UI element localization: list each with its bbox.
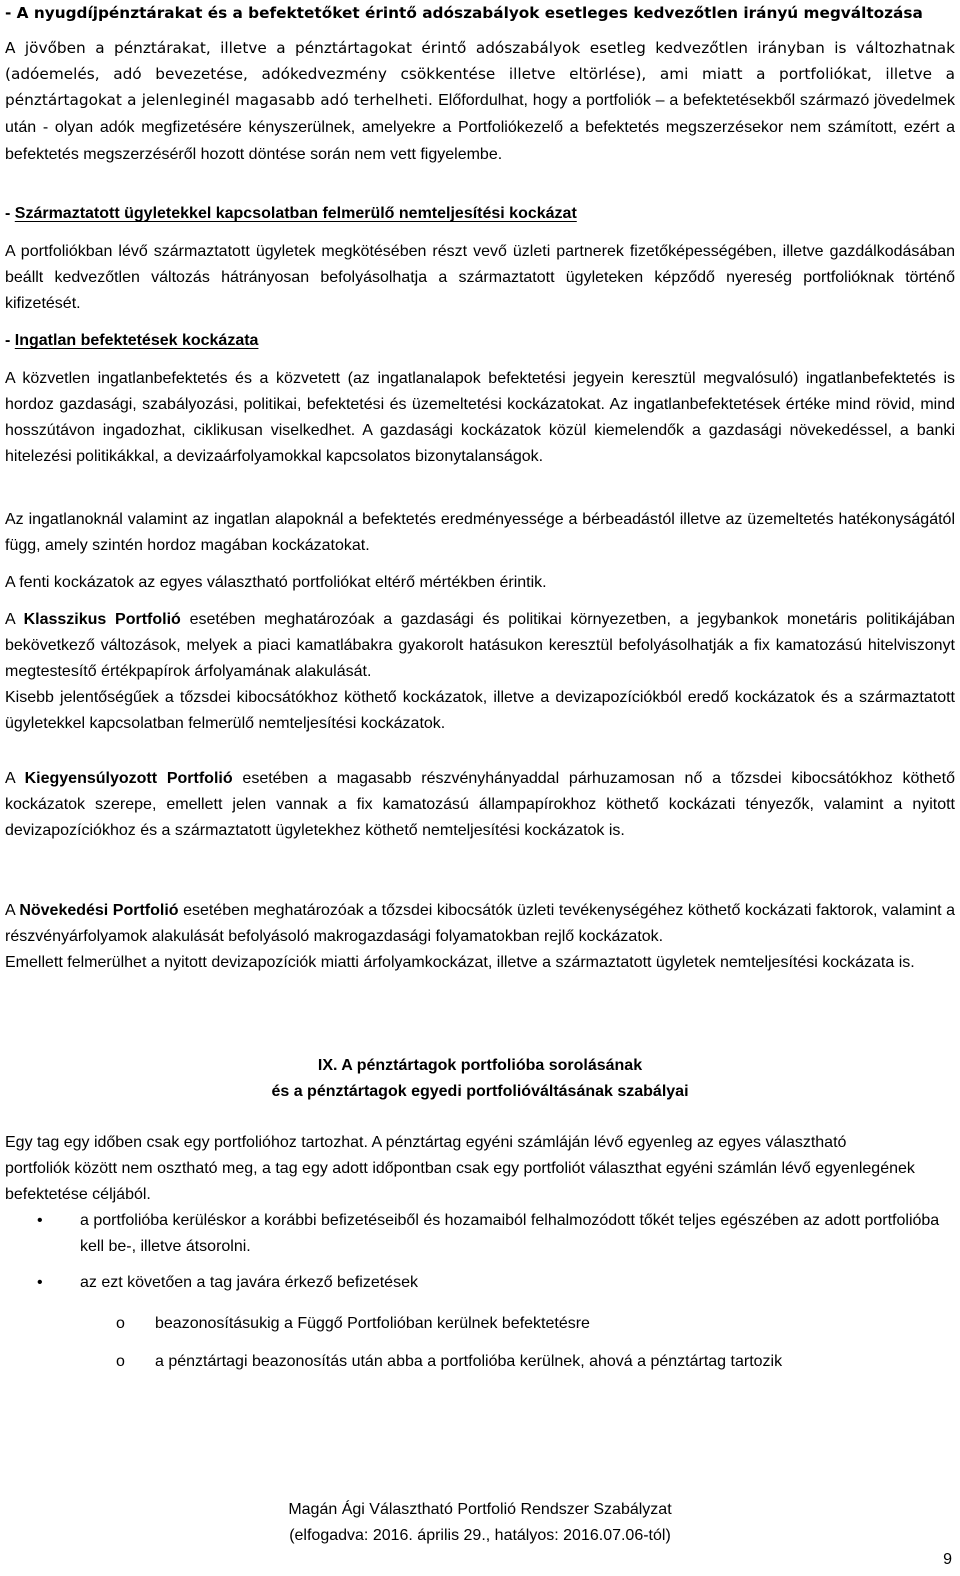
sub-bullet-item-1-text: beazonosításukig a Függő Portfolióban kerülnek befektetésre xyxy=(155,1315,590,1332)
section-title-line-1: IX. A pénztártagok portfolióba sorolásának xyxy=(317,1057,643,1074)
circle-bullet-icon: o xyxy=(116,1353,125,1370)
paragraph-tax-rules-text-2: Előfordulhat, hogy a portfoliók – a befektetésekből származó jövedelmek után - olyan adók megfizetésére kényszerülnek, amelyekre a Portfoliókezelő a befektetés megszerzésekor nem számított, ezért a befektetés megszerzéséről hozott döntése során nem vett figyelembe. xyxy=(5,92,955,163)
paragraph-classic-portfolio xyxy=(5,607,955,737)
growth-portfolio-name: Növekedési Portfolió xyxy=(19,902,179,919)
bullet-item-2-text: az ezt követően a tag javára érkező befizetések xyxy=(80,1274,418,1291)
paragraph-risk-summary: A fenti kockázatok az egyes választható portfoliókat eltérő mértékben érintik. xyxy=(5,574,547,591)
heading-derivatives-text: Származtatott ügyletekkel kapcsolatban felmerülő nemteljesítési kockázat xyxy=(14,205,577,222)
paragraph-classic-secondary: Kisebb jelentőségűek a tőzsdei kibocsátókhoz köthető kockázatok, illetve a devizapozíciókból eredő kockázatok és a származtatott ügyletekkel kapcsolatban felmerülő nemteljesítési kockázatok. xyxy=(5,689,955,732)
heading-tax-rules: - A nyugdíjpénztárakat és a befektetőket érintő adószabályok esetleges kedvezőtlen irányú megváltozása xyxy=(5,4,923,22)
heading-derivatives-risk xyxy=(5,201,577,227)
bullet-list xyxy=(5,1208,955,1296)
bullet-item-1-text: a portfolióba kerüléskor a korábbi befizetéseiből és hozamaiból felhalmozódott tőkét teljes egészében az adott portfolióba kell be-, illetve átsorolni. xyxy=(80,1212,940,1255)
circle-bullet-icon: o xyxy=(116,1315,125,1332)
bullet-icon: • xyxy=(37,1212,43,1229)
balanced-text-a: A xyxy=(5,770,25,787)
balanced-portfolio-name: Kiegyensúlyozott Portfolió xyxy=(24,770,233,787)
section-title-line-2: és a pénztártagok egyedi portfolióváltásának szabályai xyxy=(271,1083,689,1100)
footer-title: Magán Ági Választható Portfolió Rendszer Szabályzat xyxy=(288,1501,672,1518)
paragraph-classic-main xyxy=(5,607,955,685)
footer-dates: (elfogadva: 2016. április 29., hatályos: 2016.07.06-tól) xyxy=(289,1527,671,1544)
paragraph-real-estate-1: A közvetlen ingatlanbefektetés és a közvetett (az ingatlanalapok befektetési jegyein keresztül megvalósuló) ingatlanbefektetés is hordoz gazdasági, szabályozási, politikai, befektetési és üzemeltetési kockázatokat. Az ingatlanbefektetések értéke mind rövid, mind hosszútávon ingadozhat, ciklikusan viselkedhet. A gazdasági kockázatok közül kiemelendők a gazdasági növekedéssel, a banki hitelezési politikákkal, a devizaárfolyamokkal kapcsolatos bizonytalanságok. xyxy=(5,370,955,465)
sub-bullet-item-2-text: a pénztártagi beazonosítás után abba a portfolióba kerülnek, ahová a pénztártag tartozik xyxy=(155,1353,783,1370)
bullet-item-2 xyxy=(5,1270,955,1296)
paragraph-growth-portfolio xyxy=(5,898,955,976)
paragraph-balanced-portfolio xyxy=(5,766,955,844)
paragraph-real-estate-2: Az ingatlanoknál valamint az ingatlan alapoknál a befektetés eredményessége a bérbeadástól illetve az üzemeltetés hatékonyságától függ, amely szintén hordoz magában kockázatokat. xyxy=(5,511,955,554)
classic-portfolio-name: Klasszikus Portfolió xyxy=(23,611,181,628)
growth-text-a: A xyxy=(5,902,20,919)
sub-bullet-item-1 xyxy=(5,1311,955,1337)
sub-bullet-item-2 xyxy=(5,1349,955,1375)
paragraph-growth-main xyxy=(5,898,955,950)
heading-real-estate-text: Ingatlan befektetések kockázata xyxy=(14,332,259,349)
page-footer xyxy=(0,1497,960,1549)
bullet-item-1 xyxy=(5,1208,955,1260)
paragraph-growth-secondary: Emellett felmerülhet a nyitott devizapozíciók miatti árfolyamkockázat, illetve a származtatott ügyletek nemteljesítési kockázata is. xyxy=(5,954,915,971)
classic-text-c: esetében meghatározóak a gazdasági és politikai környezetben, a jegybankok monetáris politikájában bekövetkező változások, melyek a piaci kamatlábakra gyakorolt hatásukon keresztül befolyásolhatják a fix kamatozású hitelviszonyt megtestesítő értékpapírok árfolyamának alakulását. xyxy=(5,611,956,680)
paragraph-tax-rules-text-1: A jövőben a pénztárakat, illetve a pénztártagokat érintő adószabályok esetleg kedvezőtlen irányban is változhatnak (adóemelés, adó bevezetése, adókedvezmény csökkentése illetve eltörlése), ami miatt a portfoliókat, illetve a pénztártagokat a jelenleginél magasabb adó terhelheti. xyxy=(5,39,955,109)
sub-bullet-list xyxy=(5,1311,955,1375)
paragraph-tax-rules xyxy=(5,35,955,168)
growth-text-c: esetében meghatározóak a tőzsdei kibocsátók üzleti tevékenységéhez köthető kockázati faktorok, valamint a részvényárfolyamok alakulását befolyásoló makrogazdasági folyamatokban rejlő kockázatok. xyxy=(5,902,955,945)
balanced-text-c: esetében a magasabb részvényhányaddal párhuzamosan nő a tőzsdei kibocsátókhoz köthető kockázatok szerepe, emellett jelen vannak a fix kamatozású állampapírokhoz köthető kockázati tényezők, valamint a nyitott devizapozíciókhoz és a származtatott ügyletekhez köthető nemteljesítési kockázatok is. xyxy=(5,770,956,839)
heading-derivatives-prefix: - xyxy=(5,205,15,222)
section-title-ix xyxy=(5,1053,955,1105)
paragraph-membership-rules: Egy tag egy időben csak egy portfolióhoz tartozhat. A pénztártag egyéni számláján lévő egyenleg az egyes választható portfoliók között nem osztható meg, a tag egy adott időpontban csak egy portfoliót választhat egyéni számlán lévő egyenlegének befektetése céljából. xyxy=(5,1134,915,1203)
paragraph-derivatives: A portfoliókban lévő származtatott ügyletek megkötésében részt vevő üzleti partnerek fizetőképességében, illetve gazdálkodásában beállt kedvezőtlen változás hátrányosan befolyásolhatja a származtatott ügyleteken képződő nyereség portfolióknak történő kifizetését. xyxy=(5,243,955,312)
heading-real-estate-risk xyxy=(5,328,258,354)
page-number: 9 xyxy=(943,1551,952,1568)
bullet-icon: • xyxy=(37,1274,43,1291)
classic-text-a: A xyxy=(5,611,24,628)
heading-real-estate-prefix: - xyxy=(5,332,15,349)
